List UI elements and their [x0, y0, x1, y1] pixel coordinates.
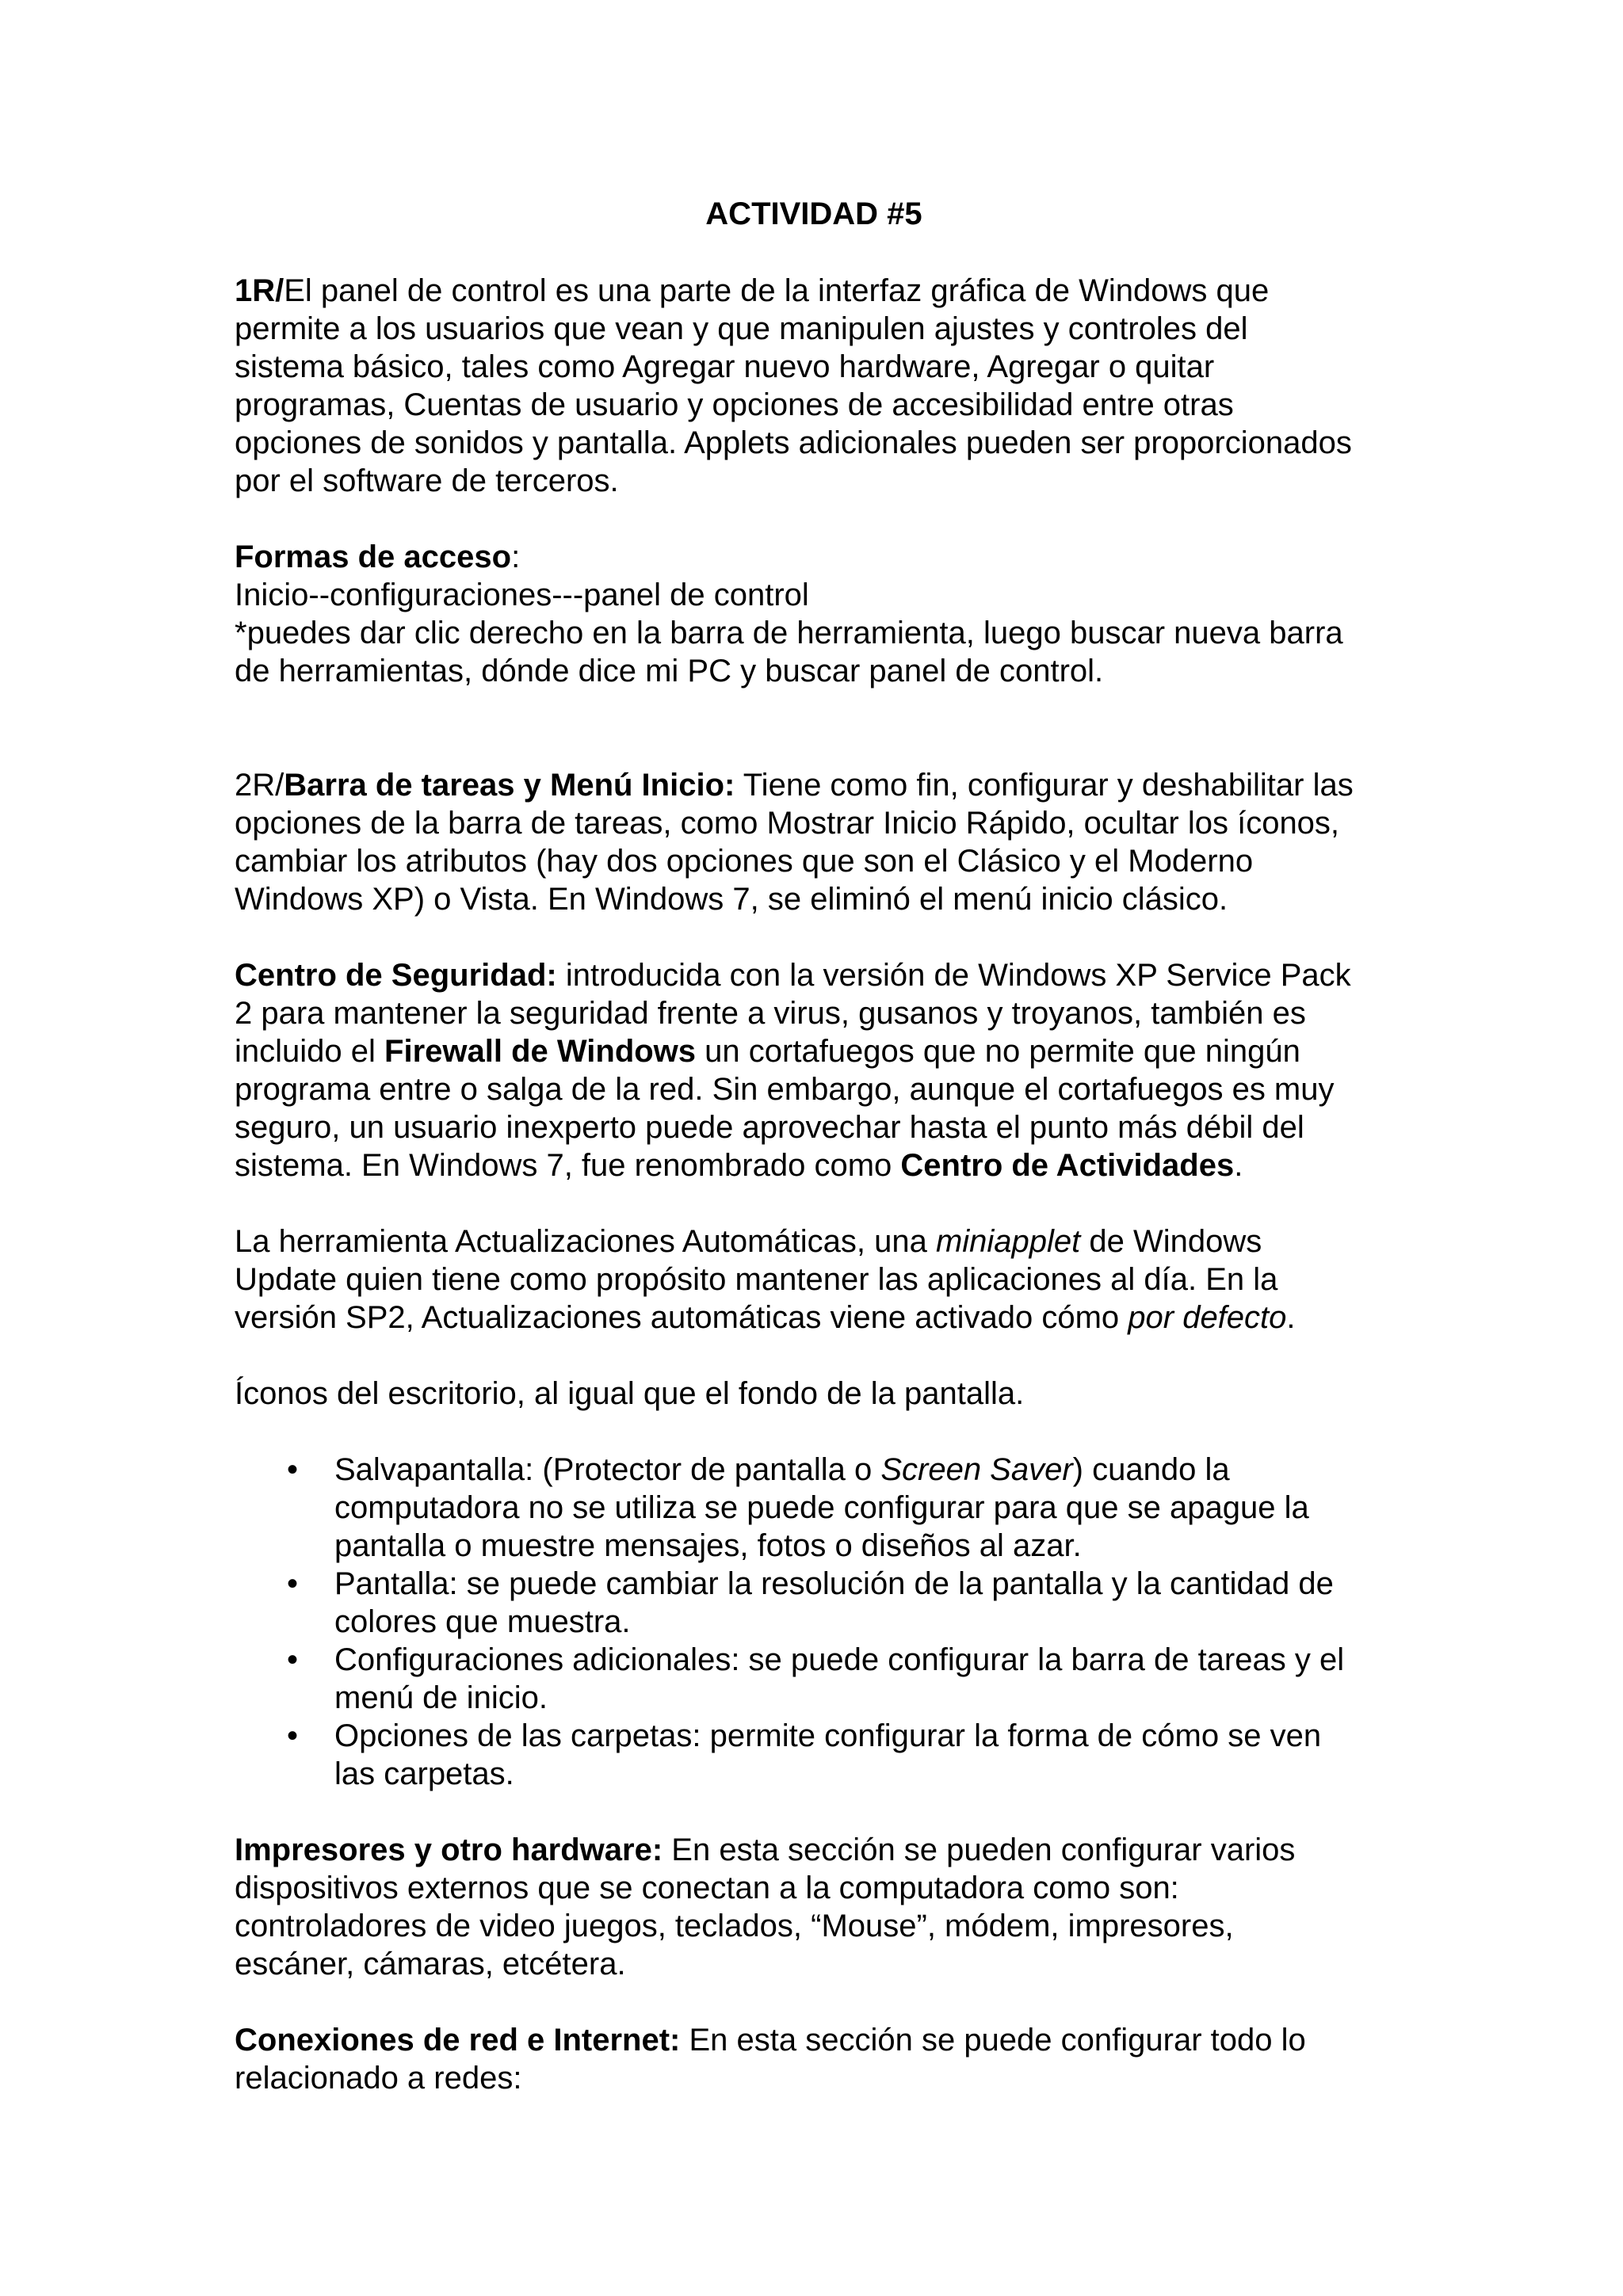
desktop-icons-paragraph: Íconos del escritorio, al igual que el fondo de la pantalla. — [235, 1376, 1025, 1411]
printers-hardware-paragraph: Impresores y otro hardware: En esta sección se pueden configurar varios dispositivos externos que se conectan a la computadora como son: controladores de video juegos, teclados, “Mouse”, módem, impresores, escáner, cámaras, etcétera. — [235, 1833, 1296, 1981]
network-connections-paragraph: Conexiones de red e Internet: En esta sección se puede configurar todo lo relacionado a redes: — [235, 2023, 1306, 2096]
taskbar-heading: Barra de tareas y Menú Inicio: — [284, 768, 735, 803]
section-2-paragraph: 2R/Barra de tareas y Menú Inicio: Tiene como fin, configurar y deshabilitar las opciones de la barra de tareas, como Mostrar Inicio Rápido, ocultar los íconos, cambiar los atributos (hay dos opciones que son el Clásico y el Moderno Windows XP) o Vista. En Windows 7, se eliminó el menú inicio clásico. — [235, 768, 1354, 917]
default-term: por defecto — [1128, 1300, 1287, 1335]
bullet-icon: • — [287, 1642, 299, 1677]
list-item: • Opciones de las carpetas: permite configurar la forma de cómo se ven las carpetas. — [287, 1718, 1322, 1791]
miniapplet-term: miniapplet — [935, 1224, 1081, 1259]
bullet-icon: • — [287, 1718, 299, 1753]
section-1-label: 1R/ — [235, 273, 285, 308]
network-connections-heading: Conexiones de red e Internet: — [235, 2023, 681, 2058]
section-2-label: 2R/ — [235, 768, 285, 803]
security-center-heading: Centro de Seguridad: — [235, 958, 557, 993]
firewall-term: Firewall de Windows — [384, 1034, 697, 1069]
bullet-icon: • — [287, 1566, 299, 1601]
access-methods-heading: Formas de acceso — [235, 540, 512, 574]
printers-hardware-heading: Impresores y otro hardware: — [235, 1833, 663, 1867]
access-methods-paragraph: Formas de acceso: Inicio--configuraciones---panel de control *puedes dar clic derecho en la barra de herramienta, luego buscar nueva barra de herramientas, dónde dice mi PC y buscar panel de control. — [235, 540, 1343, 688]
document-title: ACTIVIDAD #5 — [705, 196, 922, 231]
action-center-term: Centro de Actividades — [900, 1148, 1235, 1183]
list-item: • Salvapantalla: (Protector de pantalla o Screen Saver) cuando la computadora no se utiliza se puede configurar para que se apague la pantalla o muestre mensajes, fotos o diseños al azar. — [287, 1452, 1309, 1563]
section-1-paragraph: 1R/El panel de control es una parte de la interfaz gráfica de Windows que permite a los usuarios que vean y que manipulen ajustes y controles del sistema básico, tales como Agregar nuevo hardware, Agregar o quitar programas, Cuentas de usuario y opciones de accesibilidad entre otras opciones de sonidos y pantalla. Applets adicionales pueden ser proporcionados por el software de terceros. — [235, 273, 1352, 498]
screen-saver-term: Screen Saver — [880, 1452, 1073, 1487]
automatic-updates-paragraph: La herramienta Actualizaciones Automáticas, una miniapplet de Windows Update quien tiene como propósito mantener las aplicaciones al día. En la versión SP2, Actualizaciones automáticas viene activado cómo por defecto. — [235, 1224, 1296, 1335]
list-item: • Configuraciones adicionales: se puede configurar la barra de tareas y el menú de inicio. — [287, 1642, 1345, 1715]
bullet-icon: • — [287, 1452, 299, 1487]
display-options-list — [235, 1451, 1423, 1793]
security-center-paragraph: Centro de Seguridad: introducida con la versión de Windows XP Service Pack 2 para mantener la seguridad frente a virus, gusanos y troyanos, también es incluido el Firewall de Windows un cortafuegos que no permite que ningún programa entre o salga de la red. Sin embargo, aunque el cortafuegos es muy seguro, un usuario inexperto puede aprovechar hasta el punto más débil del sistema. En Windows 7, fue renombrado como Centro de Actividades. — [235, 958, 1351, 1183]
list-item: • Pantalla: se puede cambiar la resolución de la pantalla y la cantidad de colores que muestra. — [287, 1566, 1334, 1639]
